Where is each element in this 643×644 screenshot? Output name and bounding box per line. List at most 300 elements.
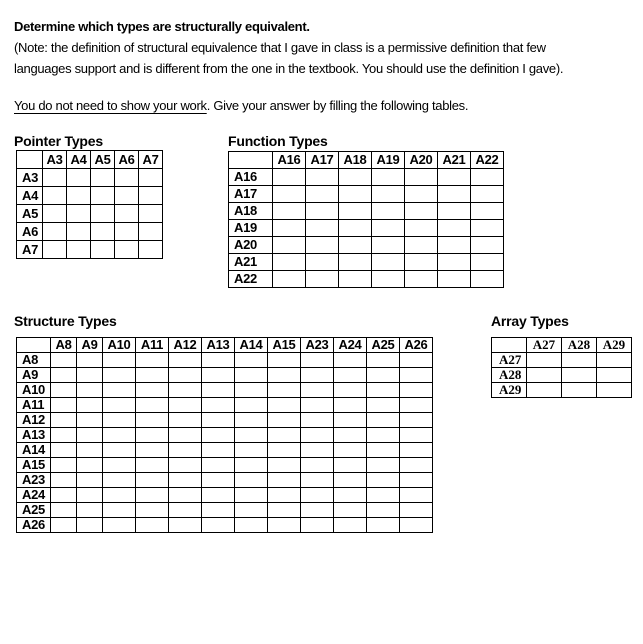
answer-cell (339, 237, 372, 254)
function-types-title: Function Types (228, 133, 328, 149)
answer-cell (405, 169, 438, 186)
note-line-1: (Note: the definition of structural equivalence that I gave in class is a permissive definition that few (14, 40, 546, 55)
answer-cell (43, 169, 67, 187)
pointer-types-table (16, 150, 163, 259)
answer-cell (306, 254, 339, 271)
column-header: A9 (77, 338, 103, 353)
answer-cell (471, 254, 504, 271)
answer-cell (367, 368, 400, 383)
answer-cell (139, 223, 163, 241)
answer-cell (202, 428, 235, 443)
column-header: A28 (562, 338, 597, 353)
answer-cell (400, 428, 433, 443)
table-row (229, 237, 504, 254)
answer-cell (235, 398, 268, 413)
answer-cell (202, 458, 235, 473)
answer-cell (67, 187, 91, 205)
table-row (17, 205, 163, 223)
answer-cell (306, 186, 339, 203)
answer-cell (367, 428, 400, 443)
answer-cell (405, 254, 438, 271)
answer-cell (103, 503, 136, 518)
answer-cell (301, 458, 334, 473)
answer-cell (334, 488, 367, 503)
answer-cell (471, 237, 504, 254)
table-row (492, 368, 632, 383)
row-header: A16 (229, 169, 273, 186)
column-header: A13 (202, 338, 235, 353)
column-header: A14 (235, 338, 268, 353)
answer-cell (367, 503, 400, 518)
answer-cell (301, 398, 334, 413)
row-header: A10 (17, 383, 51, 398)
column-header: A26 (400, 338, 433, 353)
column-header: A18 (339, 152, 372, 169)
answer-cell (103, 398, 136, 413)
answer-cell (597, 383, 632, 398)
answer-cell (562, 353, 597, 368)
answer-cell (139, 205, 163, 223)
table-row (17, 169, 163, 187)
table-row (17, 413, 433, 428)
answer-cell (115, 241, 139, 259)
answer-cell (169, 473, 202, 488)
answer-cell (268, 383, 301, 398)
corner-cell (17, 151, 43, 169)
answer-cell (235, 428, 268, 443)
answer-cell (405, 237, 438, 254)
answer-cell (235, 503, 268, 518)
answer-cell (471, 203, 504, 220)
answer-cell (136, 383, 169, 398)
answer-cell (268, 518, 301, 533)
answer-cell (91, 241, 115, 259)
answer-cell (339, 203, 372, 220)
answer-cell (103, 473, 136, 488)
answer-cell (273, 186, 306, 203)
answer-cell (235, 488, 268, 503)
instruction-underlined-text: You do not need to show your work (14, 98, 207, 113)
answer-cell (115, 205, 139, 223)
answer-cell (562, 368, 597, 383)
answer-cell (372, 237, 405, 254)
answer-cell (306, 237, 339, 254)
answer-cell (471, 169, 504, 186)
answer-cell (301, 353, 334, 368)
answer-cell (400, 413, 433, 428)
answer-cell (268, 413, 301, 428)
answer-cell (438, 271, 471, 288)
answer-cell (67, 241, 91, 259)
answer-cell (136, 488, 169, 503)
answer-cell (139, 169, 163, 187)
answer-cell (43, 187, 67, 205)
answer-cell (400, 353, 433, 368)
row-header: A4 (17, 187, 43, 205)
answer-cell (306, 220, 339, 237)
table-row (17, 223, 163, 241)
table-row (229, 220, 504, 237)
answer-cell (301, 383, 334, 398)
answer-cell (51, 428, 77, 443)
answer-cell (103, 353, 136, 368)
answer-cell (334, 398, 367, 413)
row-header: A22 (229, 271, 273, 288)
answer-cell (169, 398, 202, 413)
answer-cell (372, 254, 405, 271)
row-header: A6 (17, 223, 43, 241)
answer-cell (339, 186, 372, 203)
row-header: A19 (229, 220, 273, 237)
answer-cell (400, 383, 433, 398)
answer-cell (301, 503, 334, 518)
answer-cell (273, 220, 306, 237)
answer-cell (136, 473, 169, 488)
answer-cell (367, 413, 400, 428)
column-header: A11 (136, 338, 169, 353)
header-row (17, 151, 163, 169)
answer-cell (235, 473, 268, 488)
answer-cell (471, 186, 504, 203)
answer-cell (372, 169, 405, 186)
table-row (229, 271, 504, 288)
header-row (229, 152, 504, 169)
answer-cell (471, 271, 504, 288)
answer-cell (268, 398, 301, 413)
answer-cell (67, 223, 91, 241)
answer-cell (103, 413, 136, 428)
answer-cell (273, 237, 306, 254)
table-row (229, 203, 504, 220)
column-header: A12 (169, 338, 202, 353)
corner-cell (229, 152, 273, 169)
answer-cell (268, 458, 301, 473)
question-heading: Determine which types are structurally equivalent. (14, 19, 310, 34)
answer-cell (306, 169, 339, 186)
answer-cell (115, 223, 139, 241)
answer-cell (103, 428, 136, 443)
answer-cell (400, 398, 433, 413)
row-header: A15 (17, 458, 51, 473)
answer-cell (51, 368, 77, 383)
column-header: A4 (67, 151, 91, 169)
answer-cell (367, 353, 400, 368)
table-row (17, 368, 433, 383)
answer-cell (202, 503, 235, 518)
column-header: A10 (103, 338, 136, 353)
corner-cell (492, 338, 527, 353)
answer-cell (235, 443, 268, 458)
answer-cell (169, 458, 202, 473)
answer-cell (301, 428, 334, 443)
answer-cell (471, 220, 504, 237)
header-row (492, 338, 632, 353)
answer-cell (301, 368, 334, 383)
answer-cell (301, 488, 334, 503)
answer-cell (339, 271, 372, 288)
answer-cell (400, 503, 433, 518)
answer-cell (51, 383, 77, 398)
answer-cell (367, 443, 400, 458)
answer-cell (202, 488, 235, 503)
answer-cell (334, 458, 367, 473)
answer-cell (136, 398, 169, 413)
answer-cell (334, 428, 367, 443)
row-header: A23 (17, 473, 51, 488)
answer-cell (169, 383, 202, 398)
note-line-2: languages support and is different from the one in the textbook. You should use the definition I gave). (14, 61, 564, 76)
answer-cell (77, 503, 103, 518)
answer-cell (235, 518, 268, 533)
column-header: A22 (471, 152, 504, 169)
column-header: A6 (115, 151, 139, 169)
answer-cell (334, 518, 367, 533)
answer-cell (400, 458, 433, 473)
answer-cell (115, 187, 139, 205)
row-header: A9 (17, 368, 51, 383)
table-row (229, 254, 504, 271)
answer-cell (43, 241, 67, 259)
row-header: A11 (17, 398, 51, 413)
answer-cell (235, 353, 268, 368)
table-row (17, 353, 433, 368)
answer-cell (77, 443, 103, 458)
answer-cell (334, 353, 367, 368)
row-header: A17 (229, 186, 273, 203)
answer-cell (405, 203, 438, 220)
answer-cell (51, 413, 77, 428)
instruction-line (14, 95, 633, 116)
answer-cell (334, 443, 367, 458)
answer-cell (139, 187, 163, 205)
column-header: A24 (334, 338, 367, 353)
table-row (17, 187, 163, 205)
answer-cell (268, 473, 301, 488)
row-header: A7 (17, 241, 43, 259)
answer-cell (367, 488, 400, 503)
answer-cell (562, 383, 597, 398)
answer-cell (91, 223, 115, 241)
row-header: A20 (229, 237, 273, 254)
answer-cell (202, 413, 235, 428)
row-header: A28 (492, 368, 527, 383)
answer-cell (202, 443, 235, 458)
answer-cell (202, 398, 235, 413)
answer-cell (91, 169, 115, 187)
answer-cell (43, 205, 67, 223)
answer-cell (169, 368, 202, 383)
answer-cell (334, 368, 367, 383)
corner-cell (17, 338, 51, 353)
instruction-rest-text: . Give your answer by filling the following tables. (206, 98, 469, 113)
answer-cell (438, 254, 471, 271)
answer-cell (77, 368, 103, 383)
row-header: A25 (17, 503, 51, 518)
column-header: A5 (91, 151, 115, 169)
answer-cell (597, 368, 632, 383)
answer-cell (202, 518, 235, 533)
answer-cell (202, 368, 235, 383)
answer-cell (268, 503, 301, 518)
answer-cell (400, 368, 433, 383)
answer-cell (405, 186, 438, 203)
column-header: A25 (367, 338, 400, 353)
answer-cell (372, 203, 405, 220)
table-row (17, 241, 163, 259)
answer-cell (400, 443, 433, 458)
answer-cell (67, 205, 91, 223)
answer-cell (91, 205, 115, 223)
column-header: A8 (51, 338, 77, 353)
answer-cell (235, 368, 268, 383)
answer-cell (301, 473, 334, 488)
answer-cell (103, 488, 136, 503)
answer-cell (306, 203, 339, 220)
table-row (17, 473, 433, 488)
answer-cell (136, 353, 169, 368)
row-header: A29 (492, 383, 527, 398)
answer-cell (51, 398, 77, 413)
answer-cell (169, 353, 202, 368)
answer-cell (67, 169, 91, 187)
answer-cell (273, 169, 306, 186)
answer-cell (438, 220, 471, 237)
answer-cell (136, 413, 169, 428)
row-header: A18 (229, 203, 273, 220)
answer-cell (268, 443, 301, 458)
answer-cell (77, 383, 103, 398)
answer-cell (77, 398, 103, 413)
answer-cell (103, 383, 136, 398)
table-row (17, 458, 433, 473)
answer-cell (372, 271, 405, 288)
structure-types-title: Structure Types (14, 313, 117, 329)
answer-cell (339, 254, 372, 271)
answer-cell (235, 383, 268, 398)
answer-cell (527, 368, 562, 383)
column-header: A27 (527, 338, 562, 353)
table-row (229, 186, 504, 203)
answer-cell (103, 443, 136, 458)
table-row (17, 443, 433, 458)
answer-cell (77, 518, 103, 533)
column-header: A7 (139, 151, 163, 169)
answer-cell (301, 413, 334, 428)
answer-cell (136, 368, 169, 383)
answer-cell (334, 413, 367, 428)
answer-cell (339, 169, 372, 186)
answer-cell (51, 518, 77, 533)
table-row (492, 383, 632, 398)
answer-cell (169, 413, 202, 428)
answer-cell (367, 383, 400, 398)
row-header: A5 (17, 205, 43, 223)
answer-cell (202, 383, 235, 398)
answer-cell (103, 458, 136, 473)
answer-cell (51, 488, 77, 503)
pointer-types-title: Pointer Types (14, 133, 103, 149)
answer-cell (339, 220, 372, 237)
answer-cell (400, 473, 433, 488)
answer-cell (77, 428, 103, 443)
column-header: A19 (372, 152, 405, 169)
row-header: A21 (229, 254, 273, 271)
answer-cell (334, 503, 367, 518)
answer-cell (169, 488, 202, 503)
answer-cell (235, 458, 268, 473)
table-row (229, 169, 504, 186)
answer-cell (202, 473, 235, 488)
intro-text-block (14, 16, 633, 116)
answer-cell (438, 203, 471, 220)
answer-cell (334, 473, 367, 488)
answer-cell (169, 518, 202, 533)
answer-cell (77, 473, 103, 488)
answer-cell (136, 518, 169, 533)
answer-cell (367, 398, 400, 413)
answer-cell (91, 187, 115, 205)
column-header: A17 (306, 152, 339, 169)
answer-cell (405, 271, 438, 288)
array-types-title: Array Types (491, 313, 569, 329)
answer-cell (43, 223, 67, 241)
row-header: A13 (17, 428, 51, 443)
column-header: A3 (43, 151, 67, 169)
answer-cell (103, 518, 136, 533)
row-header: A26 (17, 518, 51, 533)
answer-cell (438, 169, 471, 186)
structure-types-table (16, 337, 433, 533)
answer-cell (367, 473, 400, 488)
answer-cell (367, 518, 400, 533)
answer-cell (405, 220, 438, 237)
table-row (17, 503, 433, 518)
row-header: A27 (492, 353, 527, 368)
row-header: A3 (17, 169, 43, 187)
answer-cell (51, 473, 77, 488)
answer-cell (273, 203, 306, 220)
answer-cell (268, 488, 301, 503)
answer-cell (438, 237, 471, 254)
header-row (17, 338, 433, 353)
answer-cell (268, 353, 301, 368)
answer-cell (77, 488, 103, 503)
table-row (17, 518, 433, 533)
answer-cell (273, 271, 306, 288)
answer-cell (169, 503, 202, 518)
answer-cell (202, 353, 235, 368)
column-header: A16 (273, 152, 306, 169)
answer-cell (136, 428, 169, 443)
table-row (17, 428, 433, 443)
table-row (17, 488, 433, 503)
function-types-table (228, 151, 504, 288)
answer-cell (115, 169, 139, 187)
answer-cell (400, 518, 433, 533)
row-header: A14 (17, 443, 51, 458)
row-header: A12 (17, 413, 51, 428)
answer-cell (334, 383, 367, 398)
answer-cell (103, 368, 136, 383)
answer-cell (235, 413, 268, 428)
answer-cell (301, 443, 334, 458)
row-header: A24 (17, 488, 51, 503)
answer-cell (527, 353, 562, 368)
answer-cell (51, 443, 77, 458)
answer-cell (372, 220, 405, 237)
answer-cell (136, 458, 169, 473)
table-row (17, 398, 433, 413)
